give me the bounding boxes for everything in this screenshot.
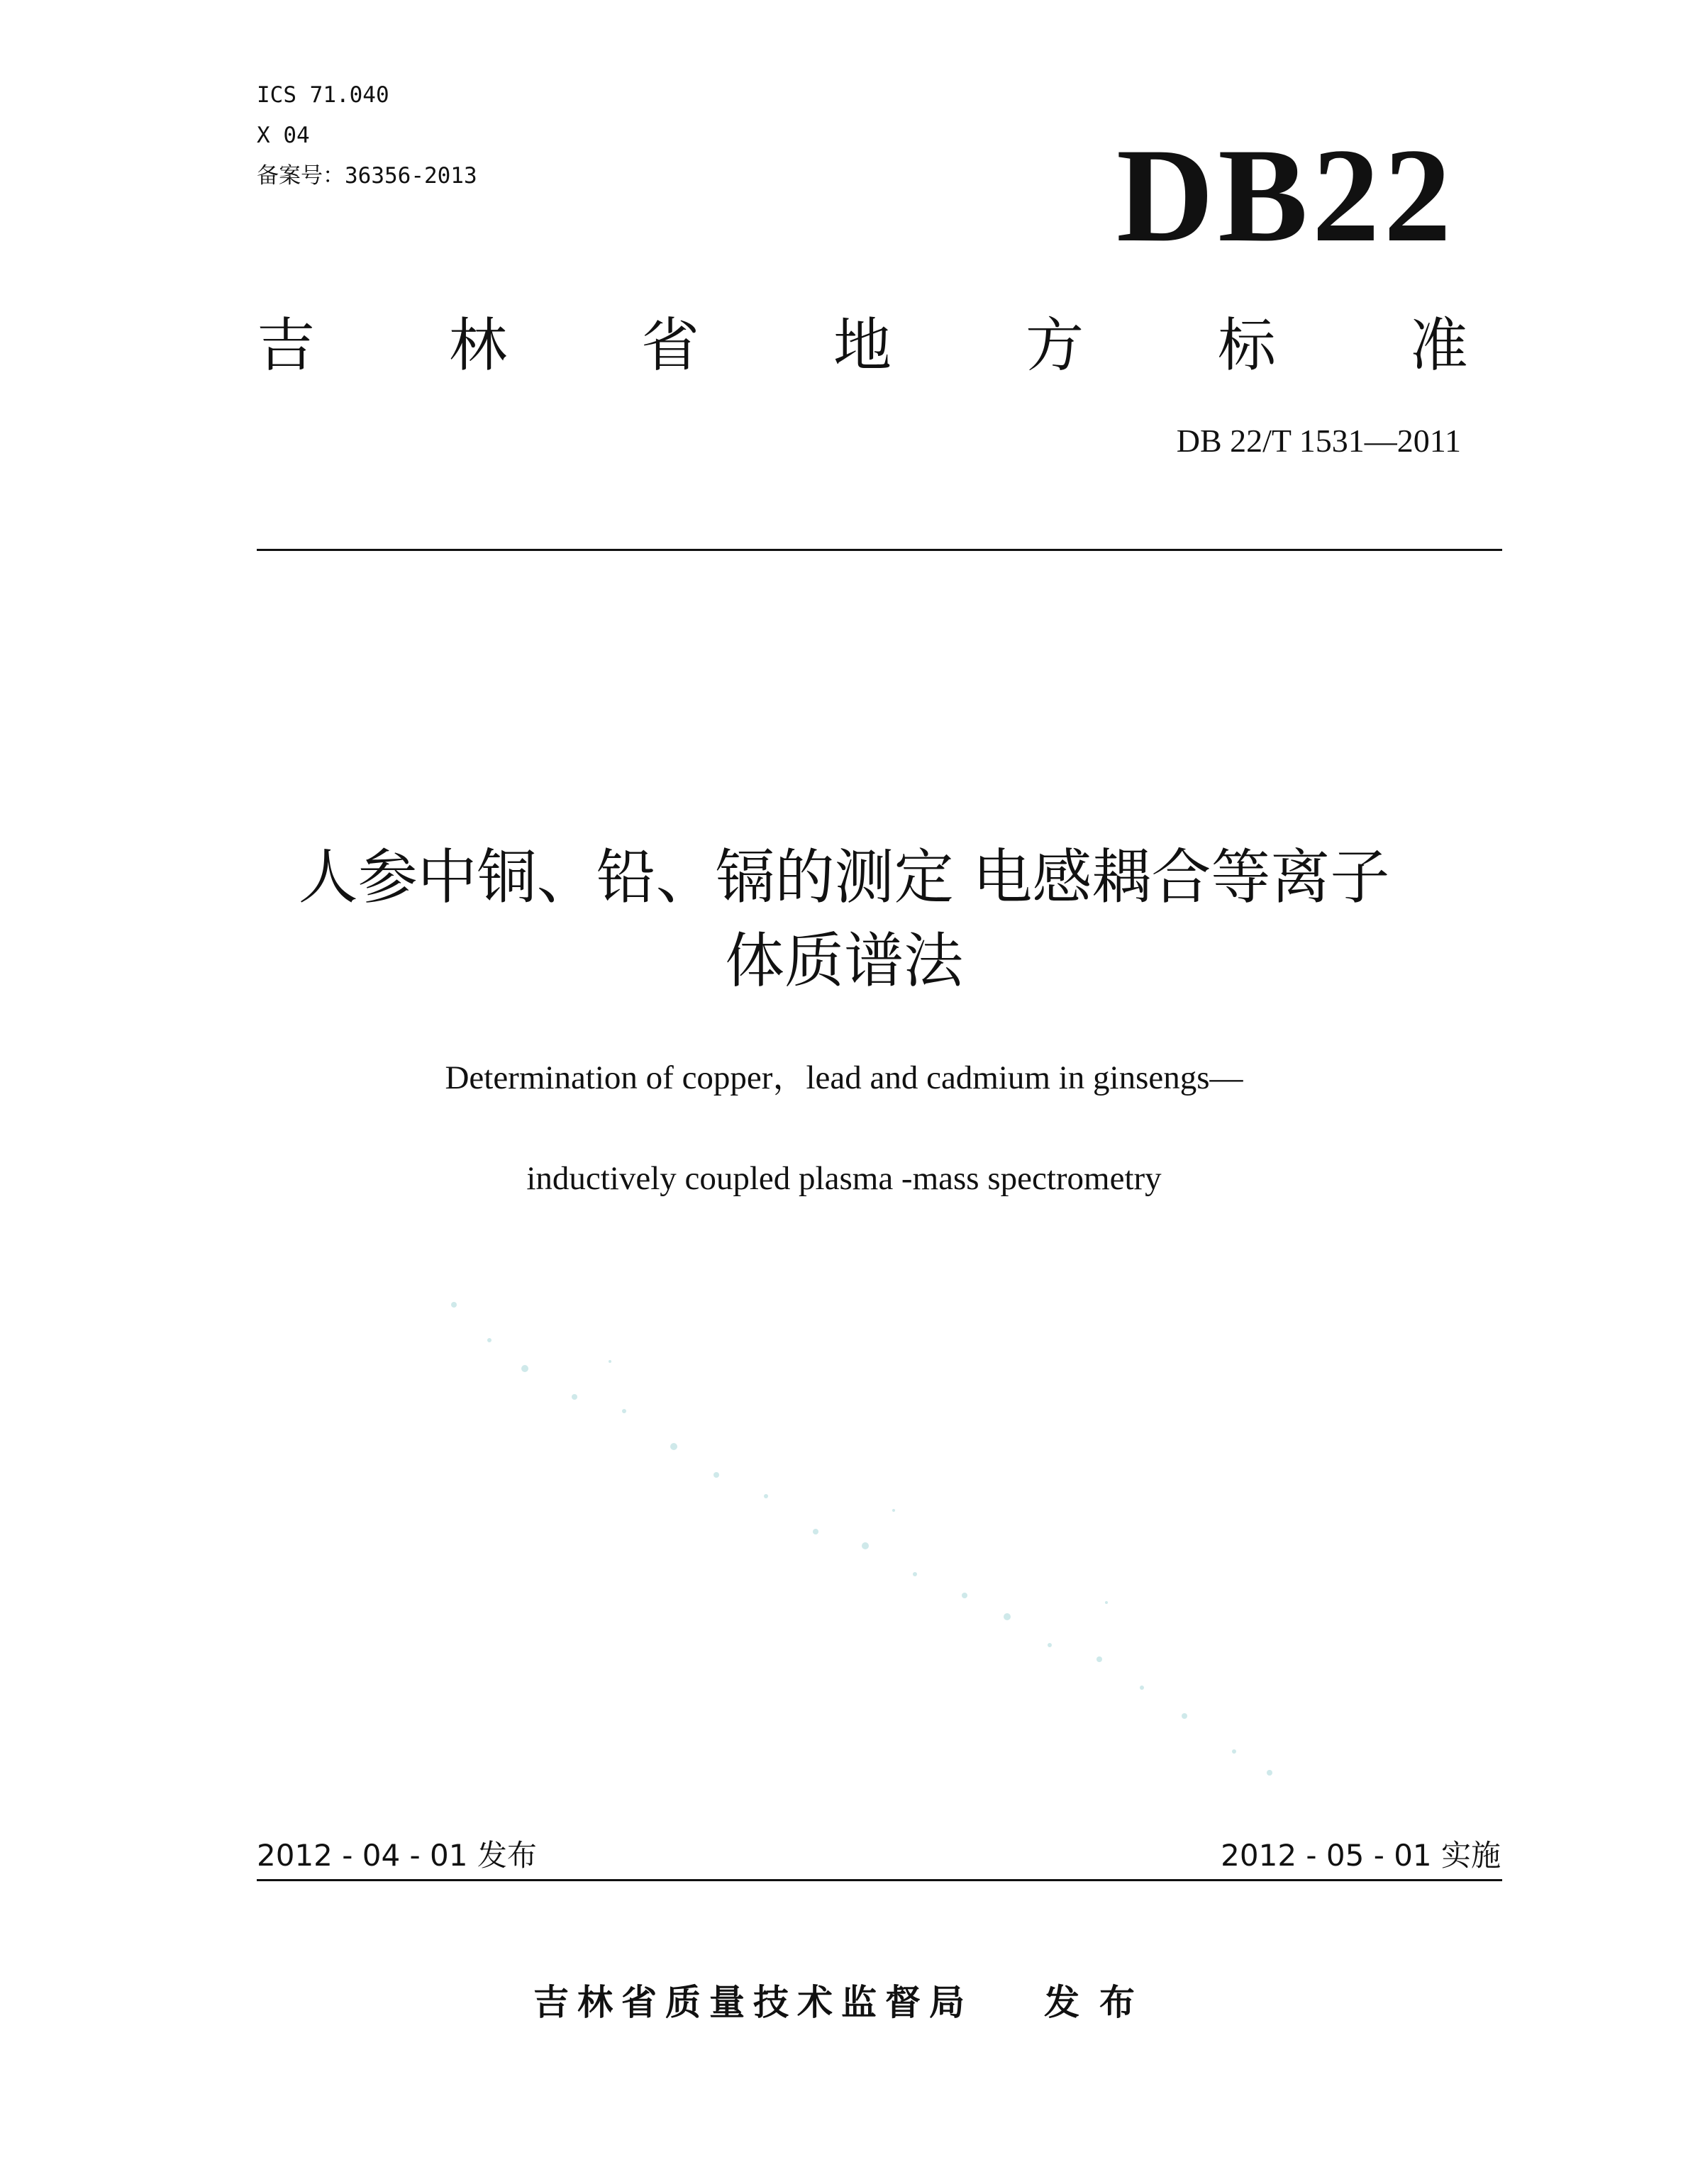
db-mark: DB22 <box>1116 121 1455 270</box>
title-chinese-line-1: 人参中铜、铅、镉的测定 电感耦合等离子 <box>298 842 1390 912</box>
watermark-specks <box>397 1262 1319 1787</box>
title-english-line-1: Determination of copper，lead and cadmium in ginsengs— <box>445 1059 1243 1096</box>
header-divider <box>257 549 1502 551</box>
standard-type-char: 地 <box>833 311 892 379</box>
standard-type-char: 方 <box>1025 311 1084 379</box>
title-english-line-2: inductively coupled plasma -mass spectrometry <box>526 1160 1162 1197</box>
standard-type-heading <box>257 305 1468 379</box>
issuer-action: 发布 <box>1044 1982 1155 2023</box>
implementation-date: 2012 - 05 - 01 实施 <box>1221 1838 1501 1873</box>
title-chinese <box>142 835 1546 1003</box>
ccs-code: X 04 <box>257 123 310 148</box>
standard-type-char: 标 <box>1217 311 1276 379</box>
dates-divider <box>257 1879 1502 1881</box>
standard-type-char: 林 <box>448 311 507 379</box>
title-chinese-line-2: 体质谱法 <box>724 926 963 996</box>
issue-date: 2012 - 04 - 01 发布 <box>257 1838 537 1873</box>
standard-type-char: 准 <box>1409 311 1468 379</box>
filing-number: 备案号：36356-2013 <box>257 163 477 189</box>
ics-code: ICS 71.040 <box>257 82 389 108</box>
issuer-name: 吉林省质量技术监督局 <box>533 1982 973 2023</box>
issuing-authority <box>142 1980 1546 2025</box>
standard-type-char: 吉 <box>257 311 316 379</box>
standard-number: DB 22/T 1531—2011 <box>1176 423 1461 459</box>
standard-type-char: 省 <box>640 311 699 379</box>
